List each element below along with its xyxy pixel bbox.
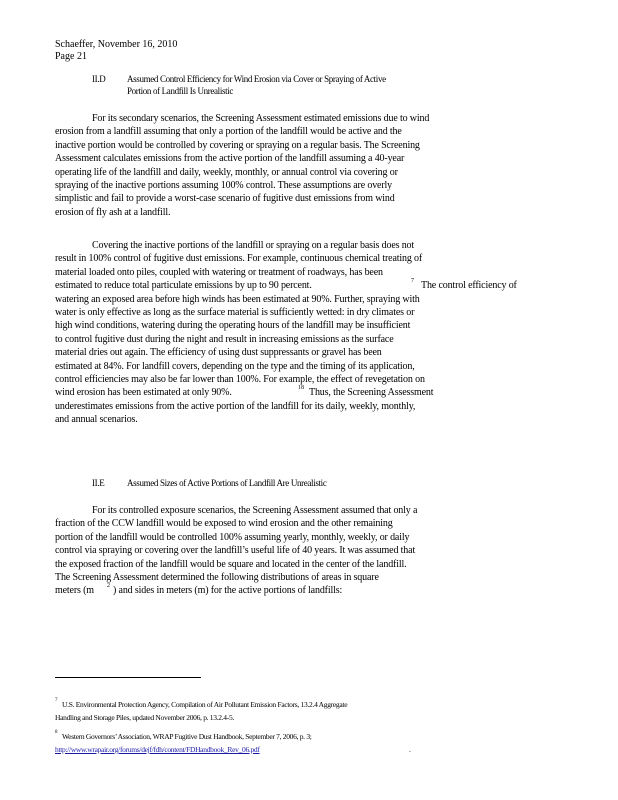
para3-line: control via spraying or covering over the landfill’s useful life of 40 years. It was assumed that (55, 545, 416, 557)
footnote-7-mark: 7 (55, 698, 58, 703)
para1-line: For its secondary scenarios, the Screening Assessment estimated emissions due to wind (92, 113, 430, 124)
para2-line: to control fugitive dust during the night and result in increasing emissions as the surface (55, 333, 394, 345)
para2-line: material loaded onto piles, coupled with watering or treatment of roadways, has been (55, 266, 383, 278)
section-d-title-line2: Portion of Landfill Is Unrealistic (127, 86, 234, 96)
para2-line: result in 100% control of fugitive dust emissions. For example, continuous chemical treating of (55, 253, 423, 265)
section-e-title: Assumed Sizes of Active Portions of Landfill Are Unrealistic (127, 478, 327, 488)
para2-line: and annual scenarios. (55, 414, 138, 426)
para1-line: spraying of the inactive portions assuming 100% control. These assumptions are overly (55, 180, 392, 191)
para3-line: meters (m (55, 585, 94, 597)
para1-line: erosion of fly ash at a landfill. (55, 206, 171, 218)
superscript-2: 2 (107, 583, 110, 589)
para3-line: the exposed fraction of the landfill would be square and located in the center of the landfill. (55, 558, 407, 570)
footnote-8-link[interactable]: http://www.wrapair.org/forums/dejf/fdh/content/FDHandbook_Rev_06.pdf (55, 745, 260, 754)
para1-line: operating life of the landfill and daily, weekly, monthly, or annual control via covering or (55, 166, 398, 178)
para2-line: water is only effective as long as the surface material is sufficiently wetted: in dry climates or (55, 307, 415, 318)
section-d-number: II.D (92, 74, 106, 84)
footnote-ref-7[interactable]: 7 (411, 278, 414, 284)
para2-line: material dries out again. The efficiency of using dust suppressants or gravel has been (55, 347, 382, 359)
para2-line: control efficiencies may also be far lower than 100%. For example, the effect of revegetation on (55, 374, 425, 385)
footnote-8-period: . (409, 745, 411, 754)
footnote-8-line1: Western Governors’ Association, WRAP Fugitive Dust Handbook, September 7, 2006, p. 3; (62, 732, 312, 741)
para3-line: fraction of the CCW landfill would be exposed to wind erosion and the other remaining (55, 518, 393, 530)
section-d-title-line1: Assumed Control Efficiency for Wind Erosion via Cover or Spraying of Active (127, 74, 386, 84)
para2-line: Covering the inactive portions of the landfill or spraying on a regular basis does not (92, 240, 415, 251)
page-header-author-date: Schaeffer, November 16, 2010 (55, 39, 178, 50)
para1-line: inactive portion would be controlled by covering or spraying on a regular basis. The Screening (55, 139, 420, 151)
para2-line: estimated to reduce total particulate emissions by up to 90 percent. (55, 280, 312, 292)
footnote-7-line2: Handling and Storage Piles, updated November 2006, p. 13.2.4-5. (55, 713, 234, 722)
footnote-8-mark: 8 (55, 730, 58, 735)
para1-line: erosion from a landfill assuming that only a portion of the landfill would be active and the (55, 126, 402, 138)
para3-line: The Screening Assessment determined the following distributions of areas in square (55, 572, 379, 583)
footnote-7-line1: U.S. Environmental Protection Agency, Compilation of Air Pollutant Emission Factors, 13.2.4 Aggregate (62, 700, 348, 709)
para2-line: watering an exposed area before high winds has been estimated at 90%. Further, spraying with (55, 293, 420, 305)
para2-line: underestimates emissions from the active portion of the landfill for its daily, weekly, monthly, (55, 400, 416, 412)
section-e-number: II.E (92, 478, 105, 488)
page-number: Page 21 (55, 51, 87, 62)
para2-line: high wind conditions, watering during the operating hours of the landfill may be insufficient (55, 320, 411, 332)
para2-line: wind erosion has been estimated at only 90%. (55, 387, 232, 399)
para3-line: portion of the landfill would be controlled 100% assuming yearly, monthly, weekly, or daily (55, 531, 410, 543)
para2-line-continued: Thus, the Screening Assessment (309, 387, 434, 399)
footnote-separator (55, 677, 201, 678)
para3-line: For its controlled exposure scenarios, the Screening Assessment assumed that only a (92, 505, 418, 516)
para3-line-continued: ) and sides in meters (m) for the active portions of landfills: (113, 585, 343, 597)
para2-line-continued: The control efficiency of (421, 280, 517, 292)
footnote-ref-8[interactable]: 18 (298, 385, 304, 391)
para1-line: Assessment calculates emissions from the active portion of the landfill assuming a 40-year (55, 153, 405, 165)
para1-line: simplistic and fail to provide a worst-case scenario of fugitive dust emissions from wind (55, 193, 395, 205)
para2-line: estimated at 84%. For landfill covers, depending on the type and the timing of its application, (55, 360, 415, 372)
